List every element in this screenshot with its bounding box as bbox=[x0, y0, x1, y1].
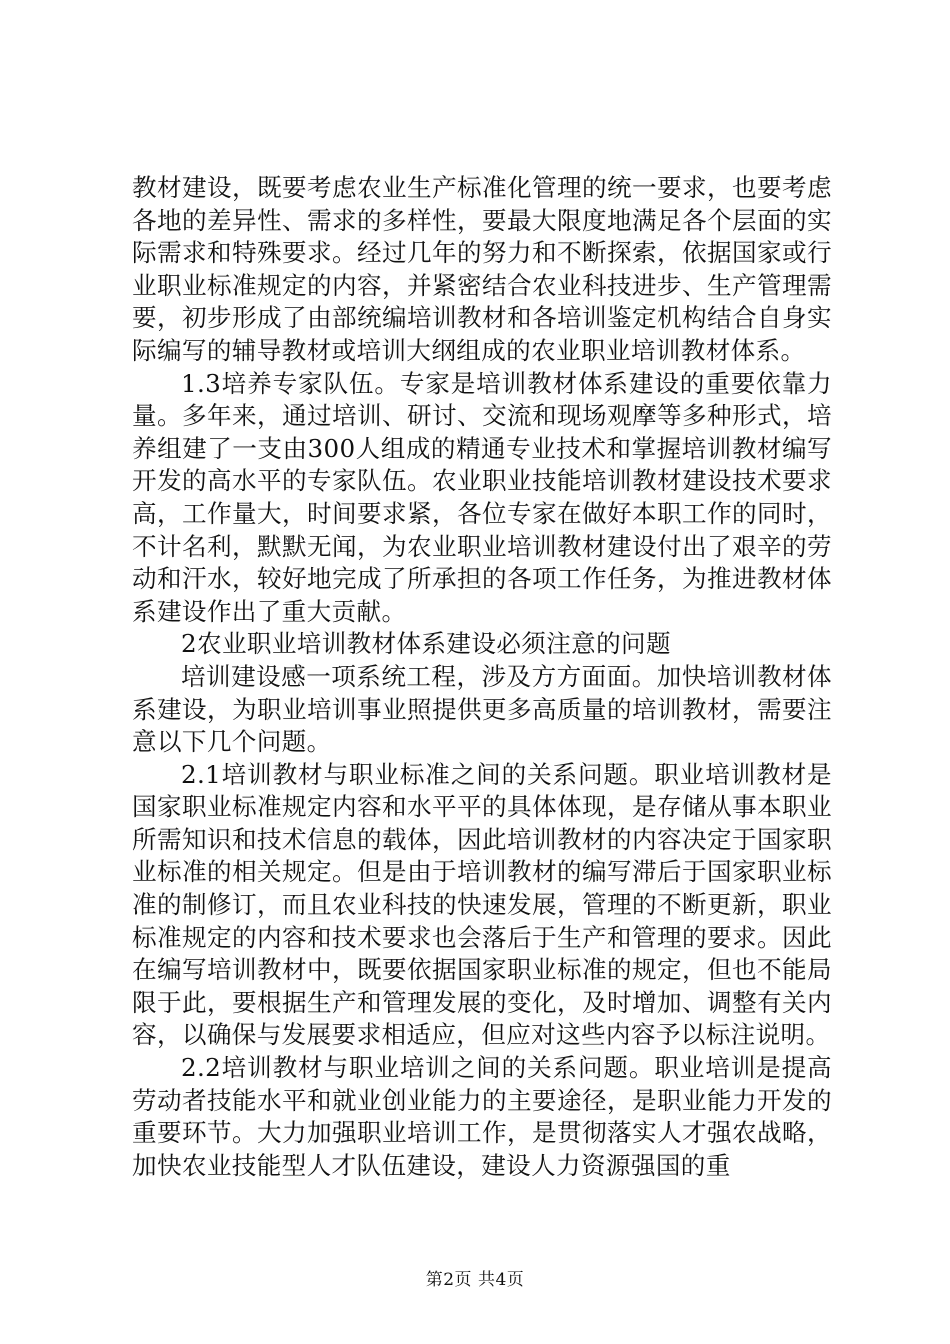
body-text bbox=[132, 172, 832, 1182]
page-footer: 第2页 共4页 bbox=[425, 1270, 525, 1290]
paragraph-section-2-intro: 培训建设感一项系统工程，涉及方方面面。加快培训教材体系建设，为职业培训事业照提供更多高质量的培训教材，需要注意以下几个问题。 bbox=[132, 661, 832, 757]
paragraph-2-1: 2.1培训教材与职业标准之间的关系问题。职业培训教材是国家职业标准规定内容和水平平的具体体现，是存储从事本职业所需知识和技术信息的载体，因此培训教材的内容决定于国家职业标准的相关规定。但是由于培训教材的编写滞后于国家职业标准的制修订，而且农业科技的快速发展，管理的不断更新，职业标准规定的内容和技术要求也会落后于生产和管理的要求。因此在编写培训教材中，既要依据国家职业标准的规定，但也不能局限于此，要根据生产和管理发展的变化，及时增加、调整有关内容，以确保与发展要求相适应，但应对这些内容予以标注说明。 bbox=[132, 759, 832, 1050]
paragraph-continuation: 教材建设，既要考虑农业生产标准化管理的统一要求，也要考虑各地的差异性、需求的多样性，要最大限度地满足各个层面的实际需求和特殊要求。经过几年的努力和不断探索，依据国家或行业职业标准规定的内容，并紧密结合农业科技进步、生产管理需要，初步形成了由部统编培训教材和各培训鉴定机构结合自身实际编写的辅导教材或培训大纲组成的农业职业培训教材体系。 bbox=[132, 173, 832, 365]
paragraph-1-3: 1.3培养专家队伍。专家是培训教材体系建设的重要依靠力量。多年来，通过培训、研讨、交流和现场观摩等多种形式，培养组建了一支由300人组成的精通专业技术和掌握培训教材编写开发的高水平的专家队伍。农业职业技能培训教材建设技术要求高，工作量大，时间要求紧，各位专家在做好本职工作的同时，不计名利，默默无闻，为农业职业培训教材建设付出了艰辛的劳动和汗水，较好地完成了所承担的各项工作任务，为推进教材体系建设作出了重大贡献。 bbox=[132, 368, 832, 626]
paragraph-2-2: 2.2培训教材与职业培训之间的关系问题。职业培训是提高劳动者技能水平和就业创业能力的主要途径，是职业能力开发的重要环节。大力加强职业培训工作，是贯彻落实人才强农战略，加快农业技能型人才队伍建设，建设人力资源强国的重 bbox=[132, 1053, 832, 1180]
section-heading-2: 2农业职业培训教材体系建设必须注意的问题 bbox=[181, 629, 671, 659]
